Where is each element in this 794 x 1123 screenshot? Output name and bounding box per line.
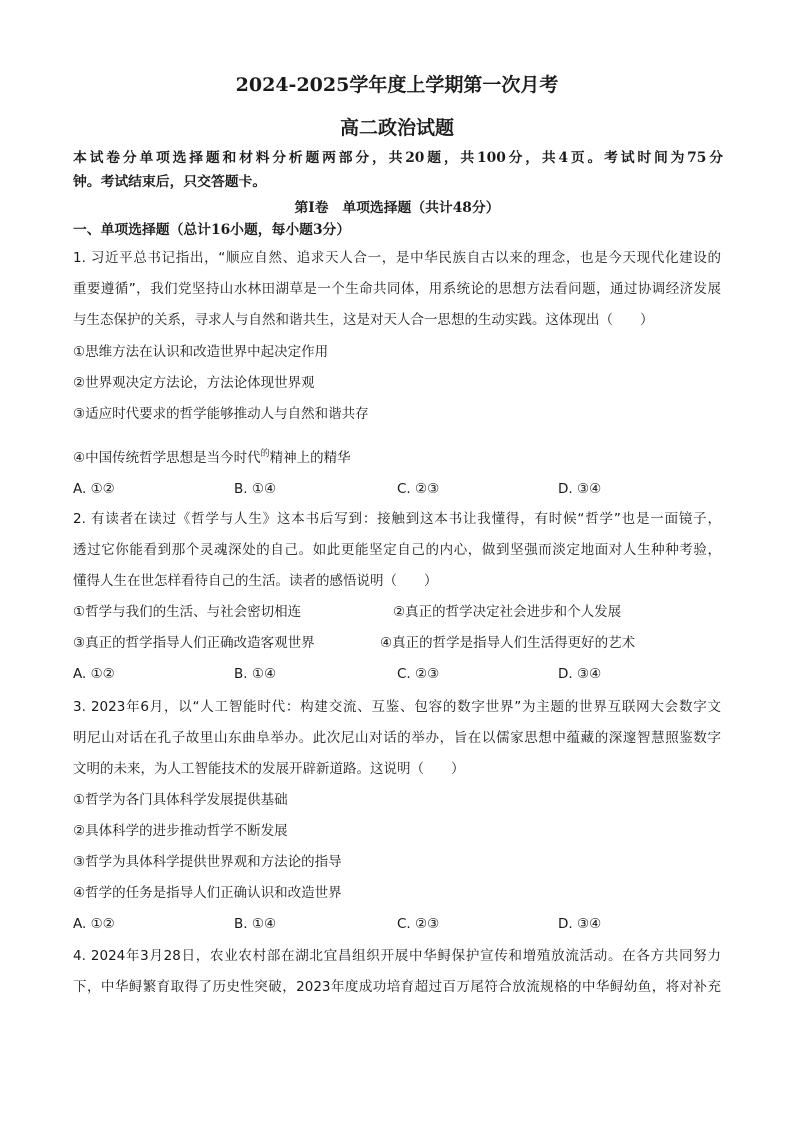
statement-4: ④哲学的任务是指导人们正确认识和改造世界: [73, 885, 342, 901]
statement-3: ③真正的哲学指导人们正确改造客观世界: [73, 635, 315, 651]
question-text-line: 明尼山对话在孔子故里山东曲阜举办。此次尼山对话的举办，旨在以儒家思想中蕴藏的深邃智慧照鉴数字: [73, 730, 721, 746]
statement-1: ①哲学为各门具体科学发展提供基础: [73, 792, 288, 808]
statement-3: ③哲学为具体科学提供世界观和方法论的指导: [73, 854, 342, 870]
option-b[interactable]: B. ①④: [234, 481, 277, 497]
statement-2: ②真正的哲学决定社会进步和个人发展: [393, 604, 622, 620]
intro-line-2: 钟。考试结束后，只交答题卡。: [73, 174, 267, 190]
question-text-line: 2. 有读者在读过《哲学与人生》这本书后写到：接触到这本书让我懂得，有时候“哲学”也是一面镜子，: [73, 511, 721, 527]
statement-4-stray-char: 的: [260, 449, 270, 459]
statement-1: ①哲学与我们的生活、与社会密切相连: [73, 604, 302, 620]
statement-4-part-a: ④中国传统哲学思想是当今时代: [73, 450, 261, 466]
question-text-line: 懂得人生在世怎样看待自己的生活。读者的感悟说明（ ）: [73, 573, 438, 589]
question-text-line: 下，中华鲟繁育取得了历史性突破，2023年度成功培育超过百万尾符合放流规格的中华鲟幼鱼，将对补充: [73, 979, 721, 995]
question-text-line: 文明的未来，为人工智能技术的发展开辟新道路。这说明（ ）: [73, 761, 465, 777]
question-text-line: 4. 2024年3月28日，农业农村部在湖北宜昌组织开展中华鲟保护宣传和增殖放流活动。在各方共同努力: [73, 948, 721, 964]
question-text-line: 1. 习近平总书记指出，“顺应自然、追求天人合一，是中华民族自古以来的理念，也是今天现代化建设的: [73, 250, 721, 266]
statement-2: ②世界观决定方法论，方法论体现世界观: [73, 375, 315, 391]
exam-title: 2024-2025学年度上学期第一次月考: [235, 74, 559, 96]
option-c[interactable]: C. ②③: [397, 666, 440, 682]
statement-4-part-b: 精神上的精华: [269, 450, 351, 466]
statement-4: [73, 444, 351, 468]
question-text-line: 3. 2023年6月，以“人工智能时代：构建交流、互鉴、包容的数字世界”为主题的世界互联网大会数字文: [73, 699, 721, 715]
part-heading: 一、单项选择题（总计16小题，每小题3分）: [73, 222, 351, 238]
statement-1: ①思维方法在认识和改造世界中起决定作用: [73, 344, 329, 360]
option-d[interactable]: D. ③④: [558, 481, 602, 497]
question-text-line: 与生态保护的关系，寻求人与自然和谐共生，这是对天人合一思想的生动实践。这体现出（ ）: [73, 312, 654, 328]
option-a[interactable]: A. ①②: [73, 916, 115, 932]
option-c[interactable]: C. ②③: [397, 916, 440, 932]
option-b[interactable]: B. ①④: [234, 666, 277, 682]
option-c[interactable]: C. ②③: [397, 481, 440, 497]
statement-2: ②具体科学的进步推动哲学不断发展: [73, 823, 288, 839]
exam-subtitle: 高二政治试题: [339, 117, 454, 139]
question-text-line: 透过它你能看到那个灵魂深处的自己。如此更能坚定自己的内心，做到坚强而淡定地面对人生种种考验，: [73, 542, 721, 558]
option-a[interactable]: A. ①②: [73, 666, 115, 682]
statement-3: ③适应时代要求的哲学能够推动人与自然和谐共存: [73, 406, 369, 422]
option-a[interactable]: A. ①②: [73, 481, 115, 497]
question-text-line: 重要遵循”，我们党坚持山水林田湖草是一个生命共同体，用系统论的思想方法看问题，通过协调经济发展: [73, 281, 721, 297]
option-d[interactable]: D. ③④: [558, 666, 602, 682]
volume-title: 第Ⅰ卷 单项选择题（共计48分）: [294, 200, 500, 216]
option-b[interactable]: B. ①④: [234, 916, 277, 932]
intro-line-1: 本试卷分单项选择题和材料分析题两部分，共20题，共100分，共4页。考试时间为75分: [73, 150, 723, 166]
statement-4: ④真正的哲学是指导人们生活得更好的艺术: [380, 635, 636, 651]
option-d[interactable]: D. ③④: [558, 916, 602, 932]
